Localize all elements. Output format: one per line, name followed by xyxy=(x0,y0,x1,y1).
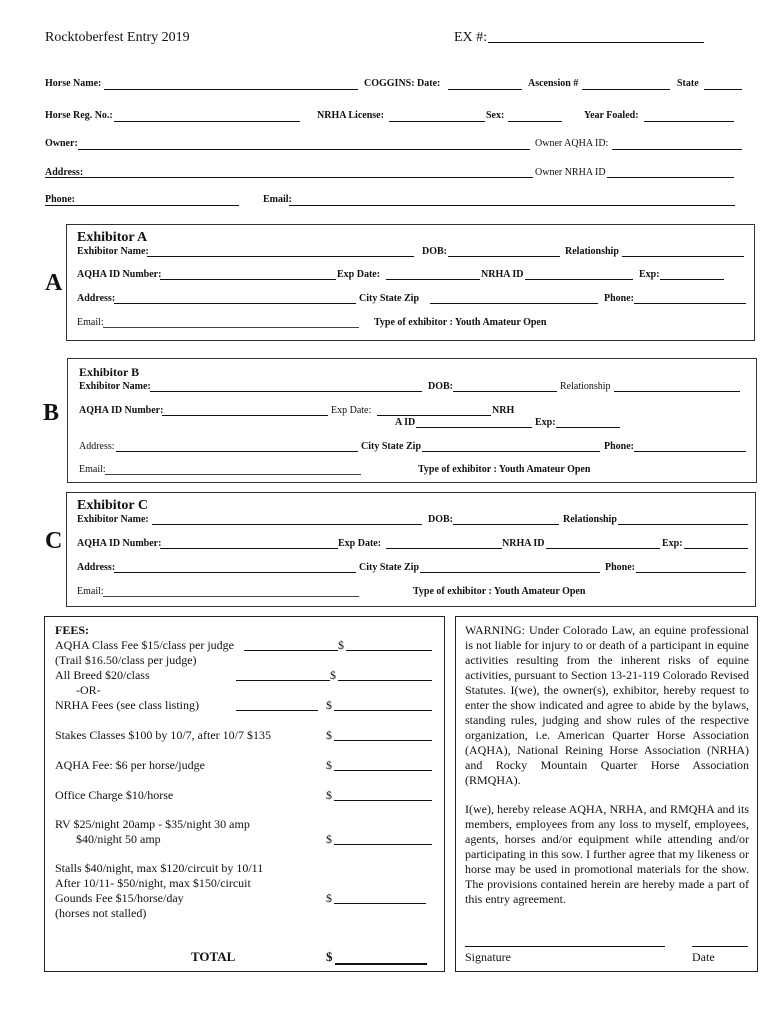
fee-aqha-class-dollar: $ xyxy=(338,638,344,652)
exhibitor-a-email-label: Email: xyxy=(77,317,104,328)
exhibitor-c-type-label: Type of exhibitor : Youth Amateur Open xyxy=(413,586,586,597)
coggins-date-field[interactable] xyxy=(448,89,522,90)
exhibitor-c-phone-label: Phone: xyxy=(605,562,635,573)
exhibitor-b-name-field[interactable] xyxy=(150,391,422,392)
exhibitor-b-phone-field[interactable] xyxy=(634,451,746,452)
fee-trail: (Trail $16.50/class per judge) xyxy=(55,653,197,667)
exhibitor-b-exp-field[interactable] xyxy=(556,427,620,428)
ex-number-label: EX #: xyxy=(454,30,488,45)
email-label: Email: xyxy=(263,194,292,205)
fee-nrha: NRHA Fees (see class listing) xyxy=(55,698,199,712)
nrha-license-field[interactable] xyxy=(389,121,485,122)
exhibitor-c-box xyxy=(66,492,756,607)
fee-office-amount[interactable] xyxy=(334,800,432,801)
fee-stakes: Stakes Classes $100 by 10/7, after 10/7 $135 xyxy=(55,728,271,742)
release-paragraph: I(we), hereby release AQHA, NRHA, and RMQHA and its members, employees from any loss to myself, employees, agents, horses and/or equipment while attending and/or participating in this sow. I further agree that my likeness or horse may be used in promotional materials for the show. The provisions contained herein are hereby made a part of this entry agreement. xyxy=(465,802,749,906)
exhibitor-c-letter: C xyxy=(45,528,63,554)
exhibitor-b-letter: B xyxy=(43,400,60,426)
exhibitor-b-aqha-label: AQHA ID Number: xyxy=(79,405,164,416)
exhibitor-c-exp-date-label: Exp Date: xyxy=(338,538,382,549)
exhibitor-b-exp-date-label: Exp Date: xyxy=(331,405,372,416)
phone-label: Phone: xyxy=(45,194,75,205)
exhibitor-a-csz-field[interactable] xyxy=(430,303,598,304)
exhibitor-c-email-field[interactable] xyxy=(103,596,359,597)
fee-all-breed: All Breed $20/class xyxy=(55,668,150,682)
fee-not-stalled: (horses not stalled) xyxy=(55,906,147,920)
exhibitor-a-title: Exhibitor A xyxy=(77,230,148,245)
exhibitor-b-name-label: Exhibitor Name: xyxy=(79,381,151,392)
fee-aqha-fee-dollar: $ xyxy=(326,758,332,772)
fee-aqha-class: AQHA Class Fee $15/class per judge xyxy=(55,638,234,652)
email-field[interactable] xyxy=(289,205,735,206)
exhibitor-c-csz-label: City State Zip xyxy=(359,562,419,573)
exhibitor-a-letter: A xyxy=(45,270,63,296)
ascension-field[interactable] xyxy=(582,89,670,90)
exhibitor-c-dob-field[interactable] xyxy=(453,524,559,525)
exhibitor-c-dob-label: DOB: xyxy=(428,514,453,525)
exhibitor-b-phone-label: Phone: xyxy=(604,441,634,452)
fee-aqha-class-blank xyxy=(244,650,338,651)
exhibitor-c-relationship-field[interactable] xyxy=(618,524,748,525)
exhibitor-c-phone-field[interactable] xyxy=(636,572,746,573)
exhibitor-c-exp-label: Exp: xyxy=(662,538,683,549)
exhibitor-b-nrh-label: NRH xyxy=(492,405,515,416)
exhibitor-a-relationship-label: Relationship xyxy=(565,246,619,257)
exhibitor-a-exp-field[interactable] xyxy=(660,279,724,280)
fee-or: -OR- xyxy=(76,683,101,697)
owner-field[interactable] xyxy=(78,149,530,150)
exhibitor-c-address-label: Address: xyxy=(77,562,116,573)
exhibitor-b-type-label: Type of exhibitor : Youth Amateur Open xyxy=(418,464,591,475)
exhibitor-a-exp-date-field[interactable] xyxy=(386,279,480,280)
exhibitor-a-type-label: Type of exhibitor : Youth Amateur Open xyxy=(374,317,547,328)
horse-reg-field[interactable] xyxy=(114,121,300,122)
exhibitor-c-aqha-field[interactable] xyxy=(160,548,338,549)
exhibitor-b-exp-label: Exp: xyxy=(535,417,556,428)
exhibitor-b-email-field[interactable] xyxy=(105,474,361,475)
horse-reg-label: Horse Reg. No.: xyxy=(45,110,113,121)
exhibitor-b-aid-label: A ID xyxy=(395,417,416,428)
exhibitor-a-exp-date-label: Exp Date: xyxy=(337,269,381,280)
exhibitor-c-aqha-label: AQHA ID Number: xyxy=(77,538,162,549)
exhibitor-c-nrha-label: NRHA ID xyxy=(502,538,545,549)
state-label: State xyxy=(677,78,699,89)
exhibitor-b-email-label: Email: xyxy=(79,464,106,475)
exhibitor-a-name-label: Exhibitor Name: xyxy=(77,246,149,257)
exhibitor-a-nrha-label: NRHA ID xyxy=(481,269,524,280)
exhibitor-b-address-field[interactable] xyxy=(116,451,358,452)
fee-nrha-blank xyxy=(236,710,318,711)
owner-aqha-label: Owner AQHA ID: xyxy=(535,138,609,149)
owner-nrha-field[interactable] xyxy=(607,177,734,178)
owner-label: Owner: xyxy=(45,138,78,149)
fee-total-label: TOTAL xyxy=(191,949,236,964)
exhibitor-b-csz-label: City State Zip xyxy=(361,441,421,452)
exhibitor-c-exp-field[interactable] xyxy=(684,548,748,549)
signature-line[interactable] xyxy=(465,946,665,947)
fee-total-dollar: $ xyxy=(326,949,333,964)
warning-paragraph: WARNING: Under Colorado Law, an equine professional is not liable for injury to or death of a participant in equine activities resulting from the inherent risks of equine activities, pursuant to Section 13-21-119 Colorado Revised Statutes. I(we), the owner(s), exhibitor, hereby request to enter the show indicated and agree to abide by the bylaws, standing rules, judging and show rules of the respective organization, i.e. American Quarter Horse Association (AQHA), National Reining Horse Association (NRHA) and Rocky Mountain Quarter Horse Association (RMQHA). xyxy=(465,623,749,787)
exhibitor-a-aqha-label: AQHA ID Number: xyxy=(77,269,162,280)
exhibitor-b-title: Exhibitor B xyxy=(79,365,140,379)
fee-stakes-amount[interactable] xyxy=(334,740,432,741)
fee-gounds: Gounds Fee $15/horse/day xyxy=(55,891,184,905)
address-label: Address: xyxy=(45,167,84,178)
exhibitor-a-name-field[interactable] xyxy=(147,256,414,257)
exhibitor-a-email-field[interactable] xyxy=(103,327,359,328)
year-foaled-label: Year Foaled: xyxy=(584,110,639,121)
fee-stalls-line2: After 10/11- $50/night, max $150/circuit xyxy=(55,876,251,890)
fee-nrha-amount[interactable] xyxy=(334,710,432,711)
horse-name-field[interactable] xyxy=(104,89,358,90)
fee-rv-amount[interactable] xyxy=(334,844,432,845)
exhibitor-a-dob-field[interactable] xyxy=(448,256,560,257)
coggins-date-label: COGGINS: Date: xyxy=(364,78,441,89)
sex-label: Sex: xyxy=(486,110,505,121)
fee-gounds-amount[interactable] xyxy=(334,903,426,904)
exhibitor-a-aqha-field[interactable] xyxy=(160,279,336,280)
exhibitor-b-csz-field[interactable] xyxy=(422,451,600,452)
fee-total-amount[interactable] xyxy=(335,963,427,965)
date-label: Date xyxy=(692,950,715,964)
fee-aqha-class-amount[interactable] xyxy=(346,650,432,651)
owner-aqha-field[interactable] xyxy=(612,149,742,150)
exhibitor-b-nrha-field[interactable] xyxy=(416,427,532,428)
exhibitor-a-relationship-field[interactable] xyxy=(622,256,744,257)
fee-rv-line1: RV $25/night 20amp - $35/night 30 amp xyxy=(55,817,250,831)
fee-all-breed-amount[interactable] xyxy=(338,680,432,681)
fee-office-dollar: $ xyxy=(326,788,332,802)
fees-heading: FEES: xyxy=(55,623,90,637)
exhibitor-c-csz-field[interactable] xyxy=(420,572,600,573)
nrha-license-label: NRHA License: xyxy=(317,110,384,121)
exhibitor-b-aqha-field[interactable] xyxy=(162,415,328,416)
exhibitor-a-address-field[interactable] xyxy=(114,303,356,304)
exhibitor-c-title: Exhibitor C xyxy=(77,498,148,513)
exhibitor-c-name-label: Exhibitor Name: xyxy=(77,514,149,525)
exhibitor-c-address-field[interactable] xyxy=(114,572,356,573)
exhibitor-c-relationship-label: Relationship xyxy=(563,514,617,525)
state-field[interactable] xyxy=(704,89,742,90)
fee-nrha-dollar: $ xyxy=(326,698,332,712)
sex-field[interactable] xyxy=(508,121,562,122)
ascension-label: Ascension # xyxy=(528,78,579,89)
horse-name-label: Horse Name: xyxy=(45,78,102,89)
fee-stalls-line1: Stalls $40/night, max $120/circuit by 10/11 xyxy=(55,861,264,875)
exhibitor-a-nrha-field[interactable] xyxy=(525,279,633,280)
exhibitor-b-dob-label: DOB: xyxy=(428,381,453,392)
exhibitor-a-exp-label: Exp: xyxy=(639,269,660,280)
exhibitor-a-csz-label: City State Zip xyxy=(359,293,419,304)
exhibitor-b-exp-date-field[interactable] xyxy=(377,415,491,416)
exhibitor-c-nrha-field[interactable] xyxy=(546,548,660,549)
fee-gounds-dollar: $ xyxy=(326,891,332,905)
signature-label: Signature xyxy=(465,950,511,964)
date-line[interactable] xyxy=(692,946,748,947)
fee-aqha-fee: AQHA Fee: $6 per horse/judge xyxy=(55,758,205,772)
fee-aqha-fee-amount[interactable] xyxy=(334,770,432,771)
page-title: Rocktoberfest Entry 2019 xyxy=(45,30,190,45)
fee-rv-line2: $40/night 50 amp xyxy=(76,832,161,846)
year-foaled-field[interactable] xyxy=(644,121,734,122)
exhibitor-b-dob-field[interactable] xyxy=(453,391,557,392)
address-field[interactable] xyxy=(45,177,533,178)
phone-field[interactable] xyxy=(45,205,239,206)
exhibitor-c-email-label: Email: xyxy=(77,586,104,597)
exhibitor-c-exp-date-field[interactable] xyxy=(386,548,502,549)
fee-rv-dollar: $ xyxy=(326,832,332,846)
fee-all-breed-blank xyxy=(236,680,330,681)
fee-all-breed-dollar: $ xyxy=(330,668,336,682)
fee-stakes-dollar: $ xyxy=(326,728,332,742)
exhibitor-a-phone-field[interactable] xyxy=(634,303,746,304)
exhibitor-b-relationship-field[interactable] xyxy=(614,391,740,392)
exhibitor-c-name-field[interactable] xyxy=(152,524,422,525)
exhibitor-a-phone-label: Phone: xyxy=(604,293,634,304)
exhibitor-a-dob-label: DOB: xyxy=(422,246,447,257)
owner-nrha-label: Owner NRHA ID xyxy=(535,167,606,178)
exhibitor-b-relationship-label: Relationship xyxy=(560,381,611,392)
fee-office: Office Charge $10/horse xyxy=(55,788,174,802)
exhibitor-b-address-label: Address: xyxy=(79,441,115,452)
exhibitor-a-address-label: Address: xyxy=(77,293,116,304)
ex-number-field[interactable] xyxy=(488,42,704,43)
